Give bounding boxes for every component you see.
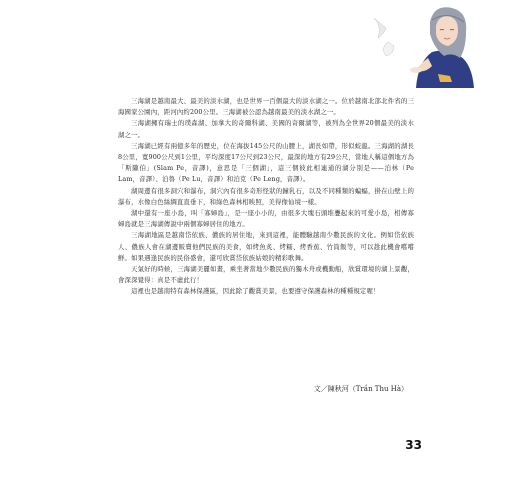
paragraph: 三海湖是越南最大、最美的淡水湖，也是世界一百個最大的淡水湖之一。位於越南北部北件省的三海國家公園內，距河內約200公里。三海湖被公認為越南最美的淡水湖之一。 — [118, 97, 414, 117]
paragraph: 這裡也是越南特有森林保護區，因此除了觀賞美景，也要遵守保護森林的種種規定喔！ — [131, 287, 380, 296]
paragraph: 三海湖已經有兩億多年的歷史，位在海拔145公尺的山腰上，湖長如帶，形似蛟龍。三海湖的湖長8公里，寬900公尺到1公里，平均深度17公尺到23公尺，最深的地方有29公尺，當地人稱這個地方為「斯隴伯」(Slam Pe，音譯)，意思是「三個湖」，這三個彼此相連通的湖分別是——泊林（Pe Lam，音譯）、泊魯（Pe Lu，音譯）和泊克（Pe Leng，音譯）。 — [118, 141, 414, 184]
paragraph: 湖周邊有很多洞穴和瀑布，洞穴內有很多奇形怪狀的鐘乳石，以及不同種類的蝙蝠，掛在山壁上的瀑布，水像白色絲綢直直垂下，和綠色森林相映照，美得像仙境一樣。 — [118, 186, 414, 206]
woman-in-headscarf-illustration — [368, 4, 480, 88]
paragraph: 三海湖地區是越南岱依族、儂族的居住地，來到這裡，能體驗越南少數民族的文化。例如岱依族人、儂族人會在湖邊販賣他們民族的美食，如烤魚炙、烤糯、烤香蕉、竹筒飯等，可以趁此機會嚐嚐鮮。如果遇逢民族的民俗盛會，還可欣賞岱依族姑娘的精彩歌舞。 — [118, 231, 414, 262]
paragraph: 湖中還有一座小島，叫「寡婦島」，是一座小小的，由很多大塊石頭堆疊起來的可愛小島，相傳寡婦島就是三海湖傳說中兩個寡婦居住的地方。 — [118, 209, 414, 229]
paragraph: 三海湖擁有瑞士的璞森湖、加拿大的奇爾科湖、美國的奇爾湖等，被列為全世界20個最美的淡水湖之一。 — [118, 119, 414, 139]
author-signature: 文／陳秋河（Trần Thu Hà） — [313, 385, 408, 393]
article-body — [118, 96, 414, 298]
paragraph: 天氣好的時候，三海湖美麗如畫，乘坐著當地少數民族的獨木舟或機動船，欣賞環境的湖上景觀，會深深覺得：真是不虛此行！ — [118, 265, 414, 285]
page-number: 33 — [405, 438, 422, 452]
